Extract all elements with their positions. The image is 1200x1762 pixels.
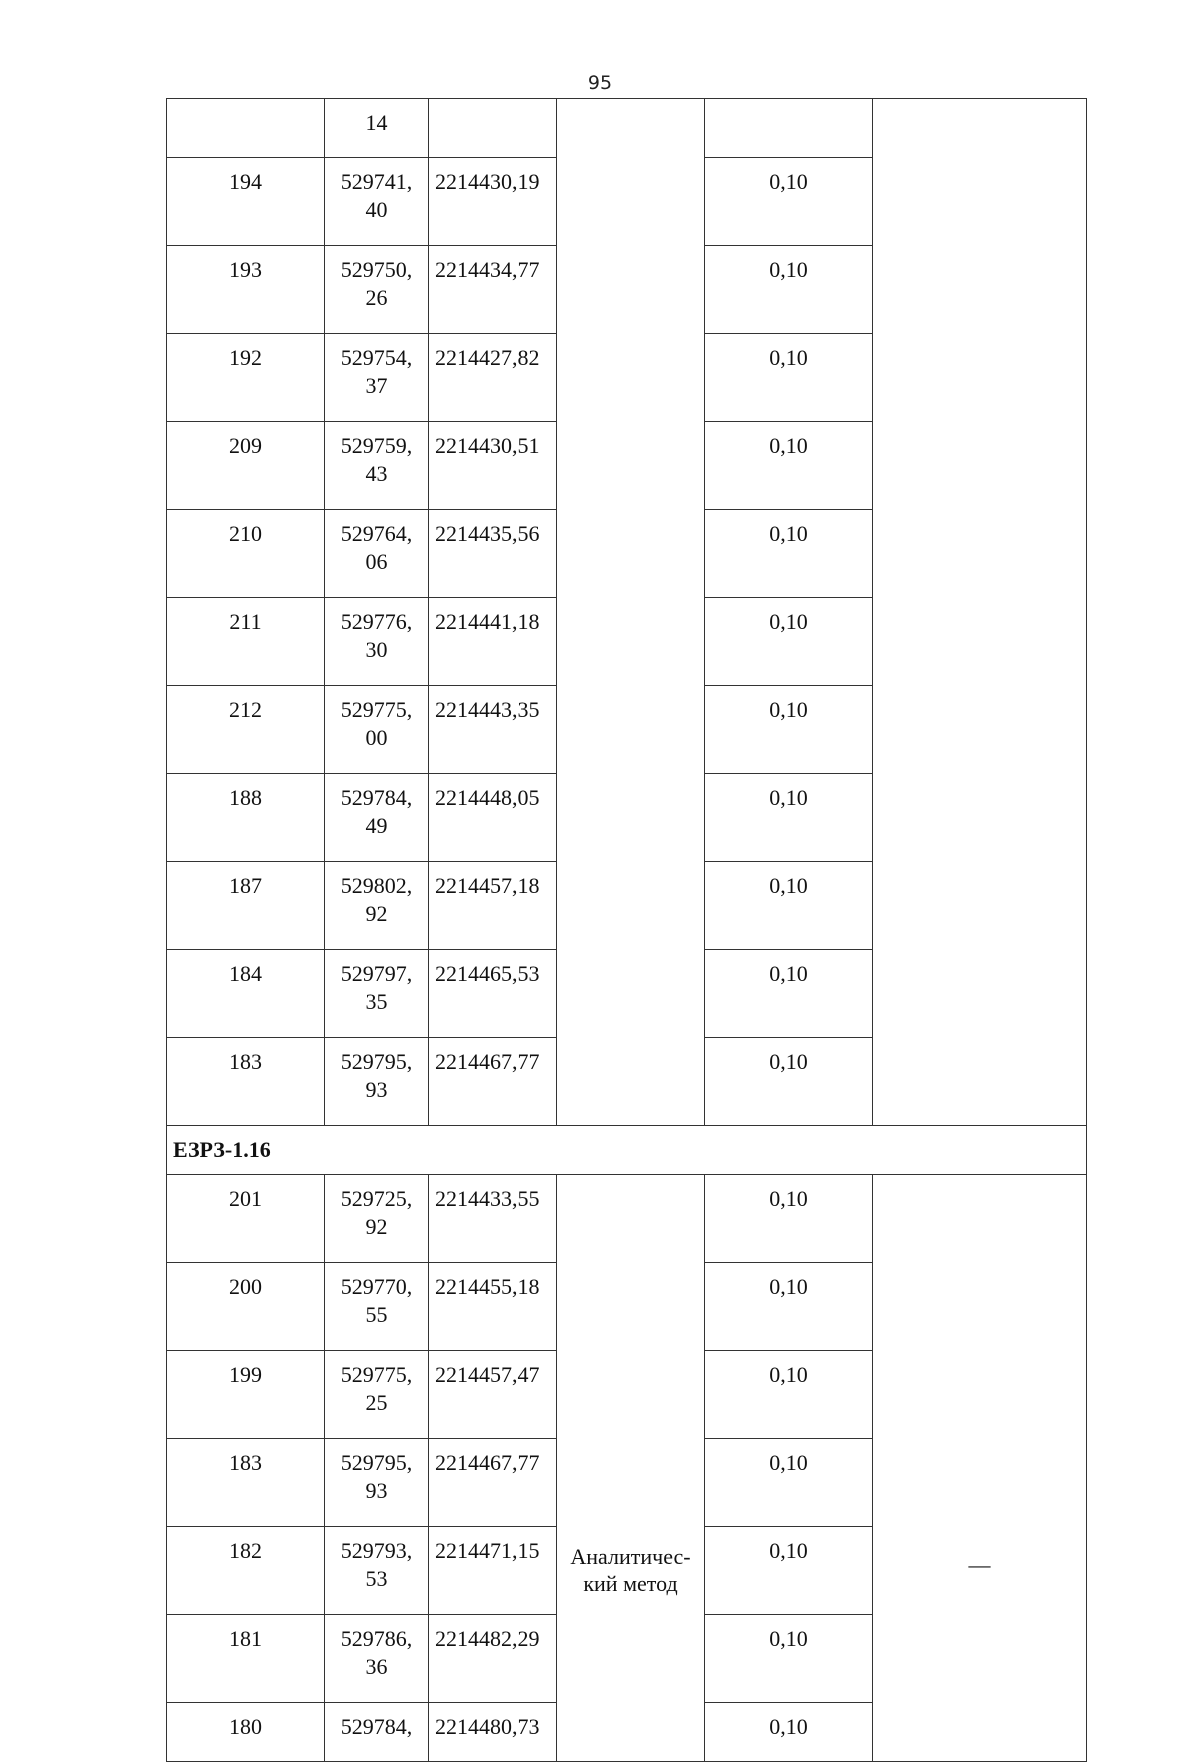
x-coordinate: 529741, 40: [325, 158, 429, 246]
accuracy-value: 0,10: [705, 1527, 873, 1615]
point-number: 201: [167, 1175, 325, 1263]
y-coordinate: 2214455,18: [429, 1263, 557, 1351]
y-coordinate: 2214467,77: [429, 1038, 557, 1126]
y-coordinate: 2214433,55: [429, 1175, 557, 1263]
point-number: 210: [167, 510, 325, 598]
y-coordinate: 2214427,82: [429, 334, 557, 422]
accuracy-value: 0,10: [705, 598, 873, 686]
accuracy-value: 0,10: [705, 1263, 873, 1351]
coordinates-table: [166, 98, 1087, 1762]
accuracy-value: 0,10: [705, 1439, 873, 1527]
y-coordinate: 2214480,73: [429, 1703, 557, 1762]
accuracy-value: 0,10: [705, 1615, 873, 1703]
x-coordinate: 529754, 37: [325, 334, 429, 422]
accuracy-value: 0,10: [705, 246, 873, 334]
x-coordinate: 529725, 92: [325, 1175, 429, 1263]
x-coordinate: 529784,: [325, 1703, 429, 1762]
accuracy-value: [705, 99, 873, 158]
accuracy-value: 0,10: [705, 1175, 873, 1263]
x-coordinate: 529795, 93: [325, 1439, 429, 1527]
point-number: 199: [167, 1351, 325, 1439]
y-coordinate: 2214434,77: [429, 246, 557, 334]
x-coordinate: 529775, 00: [325, 686, 429, 774]
y-coordinate: 2214465,53: [429, 950, 557, 1038]
y-coordinate: 2214430,19: [429, 158, 557, 246]
note-cell: [873, 1175, 1087, 1762]
top-group-body: [167, 99, 1087, 1126]
point-number: 212: [167, 686, 325, 774]
point-number: 184: [167, 950, 325, 1038]
y-coordinate: 2214448,05: [429, 774, 557, 862]
accuracy-value: 0,10: [705, 422, 873, 510]
y-coordinate: 2214430,51: [429, 422, 557, 510]
accuracy-value: 0,10: [705, 1351, 873, 1439]
y-coordinate: 2214467,77: [429, 1439, 557, 1527]
accuracy-value: 0,10: [705, 510, 873, 598]
x-coordinate: 529786, 36: [325, 1615, 429, 1703]
point-number: [167, 99, 325, 158]
point-number: 192: [167, 334, 325, 422]
point-number: 187: [167, 862, 325, 950]
table-row: [167, 99, 1087, 158]
point-number: 183: [167, 1439, 325, 1527]
y-coordinate: 2214457,18: [429, 862, 557, 950]
accuracy-value: 0,10: [705, 1038, 873, 1126]
note-cell: [873, 99, 1087, 1126]
point-number: 200: [167, 1263, 325, 1351]
accuracy-value: 0,10: [705, 686, 873, 774]
point-number: 193: [167, 246, 325, 334]
point-number: 188: [167, 774, 325, 862]
x-coordinate: 529770, 55: [325, 1263, 429, 1351]
x-coordinate: 529793, 53: [325, 1527, 429, 1615]
x-coordinate: 529795, 93: [325, 1038, 429, 1126]
point-number: 209: [167, 422, 325, 510]
y-coordinate: [429, 99, 557, 158]
y-coordinate: 2214482,29: [429, 1615, 557, 1703]
y-coordinate: 2214443,35: [429, 686, 557, 774]
section-body: [167, 1175, 1087, 1762]
accuracy-value: 0,10: [705, 862, 873, 950]
x-coordinate: 529750, 26: [325, 246, 429, 334]
x-coordinate: 14: [325, 99, 429, 158]
table-row: [167, 1175, 1087, 1263]
section-title: ЕЗРЗ-1.16: [167, 1126, 1087, 1175]
y-coordinate: 2214441,18: [429, 598, 557, 686]
point-number: 211: [167, 598, 325, 686]
accuracy-value: 0,10: [705, 950, 873, 1038]
y-coordinate: 2214471,15: [429, 1527, 557, 1615]
method-text: Аналитичес- кий метод: [570, 1544, 691, 1596]
point-number: 194: [167, 158, 325, 246]
x-coordinate: 529764, 06: [325, 510, 429, 598]
x-coordinate: 529797, 35: [325, 950, 429, 1038]
x-coordinate: 529775, 25: [325, 1351, 429, 1439]
y-coordinate: 2214457,47: [429, 1351, 557, 1439]
point-number: 180: [167, 1703, 325, 1762]
note-text: —: [968, 1552, 991, 1577]
method-cell: [557, 99, 705, 1126]
section-header-body: [167, 1126, 1087, 1175]
point-number: 181: [167, 1615, 325, 1703]
point-number: 182: [167, 1527, 325, 1615]
accuracy-value: 0,10: [705, 1703, 873, 1762]
point-number: 183: [167, 1038, 325, 1126]
method-cell: [557, 1175, 705, 1762]
x-coordinate: 529784, 49: [325, 774, 429, 862]
accuracy-value: 0,10: [705, 774, 873, 862]
x-coordinate: 529802, 92: [325, 862, 429, 950]
accuracy-value: 0,10: [705, 334, 873, 422]
page-number: 95: [587, 72, 613, 94]
x-coordinate: 529759, 43: [325, 422, 429, 510]
accuracy-value: 0,10: [705, 158, 873, 246]
x-coordinate: 529776, 30: [325, 598, 429, 686]
y-coordinate: 2214435,56: [429, 510, 557, 598]
